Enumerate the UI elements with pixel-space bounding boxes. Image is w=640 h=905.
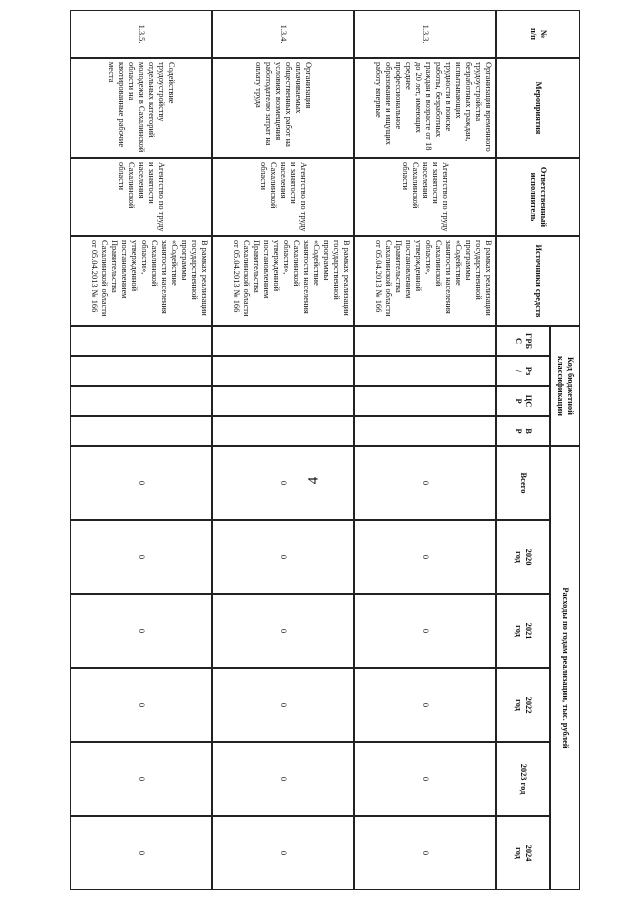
- header-2024: 2024 год: [496, 816, 550, 890]
- row-2-2022: 0: [212, 668, 354, 742]
- row-1-2022: 0: [354, 668, 496, 742]
- row-3-2024: 0: [70, 816, 212, 890]
- row-3-rz: [70, 356, 212, 386]
- row-2-rz: [212, 356, 354, 386]
- header-2022: 2022 год: [496, 668, 550, 742]
- row-1-source: В рамках реализации государственной программы «Содействие занятости населения Сахалинской области», утвержденной постановлением Правительства Сахалинской области от 05.04.2013 № 166: [354, 236, 496, 326]
- row-2-2023: 0: [212, 742, 354, 816]
- row-1-rz: [354, 356, 496, 386]
- row-2-source: В рамках реализации государственной программы «Содействие занятости населения Сахалинской области», утвержденной постановлением Правительства Сахалинской области от 05.04.2013 № 166: [212, 236, 354, 326]
- row-2-grbs: [212, 326, 354, 356]
- header-grbs: ГРБ С: [496, 326, 550, 356]
- row-3-grbs: [70, 326, 212, 356]
- row-2-num: 1.3.4.: [212, 10, 354, 58]
- row-1-grbs: [354, 326, 496, 356]
- header-2021: 2021 год: [496, 594, 550, 668]
- row-1-num: 1.3.3.: [354, 10, 496, 58]
- row-2-cs: [212, 386, 354, 416]
- row-2-total: 0: [212, 446, 354, 520]
- row-1-vr: [354, 416, 496, 446]
- row-1-2021: 0: [354, 594, 496, 668]
- header-expenses: Расходы по годам реализации, тыс. рублей: [550, 446, 580, 890]
- row-1-total: 0: [354, 446, 496, 520]
- rotated-table-sheet: [70, 10, 580, 890]
- row-2-2024: 0: [212, 816, 354, 890]
- row-2-measure: Организация оплачиваемых общественных работ на условиях возмещения работодателю затрат на оплату труда: [212, 58, 354, 158]
- row-3-num: 1.3.5.: [70, 10, 212, 58]
- row-1-2023: 0: [354, 742, 496, 816]
- row-3-vr: [70, 416, 212, 446]
- page-number: 4: [305, 476, 322, 485]
- header-measure: Мероприятия: [496, 58, 580, 158]
- header-2020: 2020 год: [496, 520, 550, 594]
- row-2-responsible: Агентство по труду и занятости населения Сахалинской области: [212, 158, 354, 236]
- row-3-2020: 0: [70, 520, 212, 594]
- row-3-2023: 0: [70, 742, 212, 816]
- header-num: № п/п: [496, 10, 580, 58]
- row-3-measure: Содействие трудоустройству отдельных категорий молодежи в Сахалинской области на квотированные рабочие места: [70, 58, 212, 158]
- header-rz: Рз /: [496, 356, 550, 386]
- row-3-cs: [70, 386, 212, 416]
- row-2-2020: 0: [212, 520, 354, 594]
- header-source: Источники средств: [496, 236, 580, 326]
- header-2023: 2023 год: [496, 742, 550, 816]
- row-2-2021: 0: [212, 594, 354, 668]
- header-cs: ЦС Р: [496, 386, 550, 416]
- row-3-responsible: Агентство по труду и занятости населения Сахалинской области: [70, 158, 212, 236]
- row-2-vr: [212, 416, 354, 446]
- row-1-2020: 0: [354, 520, 496, 594]
- row-1-2024: 0: [354, 816, 496, 890]
- row-3-2021: 0: [70, 594, 212, 668]
- budget-table: [70, 10, 580, 890]
- row-1-cs: [354, 386, 496, 416]
- header-responsible: Ответственный исполнитель: [496, 158, 580, 236]
- header-budget-code: Код бюджетной классификации: [550, 326, 580, 446]
- row-1-responsible: Агентство по труду и занятости населения Сахалинской области: [354, 158, 496, 236]
- row-3-source: В рамках реализации государственной программы «Содействие занятости населения Сахалинской области», утвержденной постановлением Правительства Сахалинской области от 05.04.2013 № 166: [70, 236, 212, 326]
- row-3-2022: 0: [70, 668, 212, 742]
- row-1-measure: Организация временного трудоустройства безработных граждан, испытывающих трудности в поиске работы, безработных граждан в возрасте от 18 до 20 лет, имеющих среднее профессиональное образование и ищущих работу впервые: [354, 58, 496, 158]
- row-3-total: 0: [70, 446, 212, 520]
- header-total: Всего: [496, 446, 550, 520]
- header-vr: В Р: [496, 416, 550, 446]
